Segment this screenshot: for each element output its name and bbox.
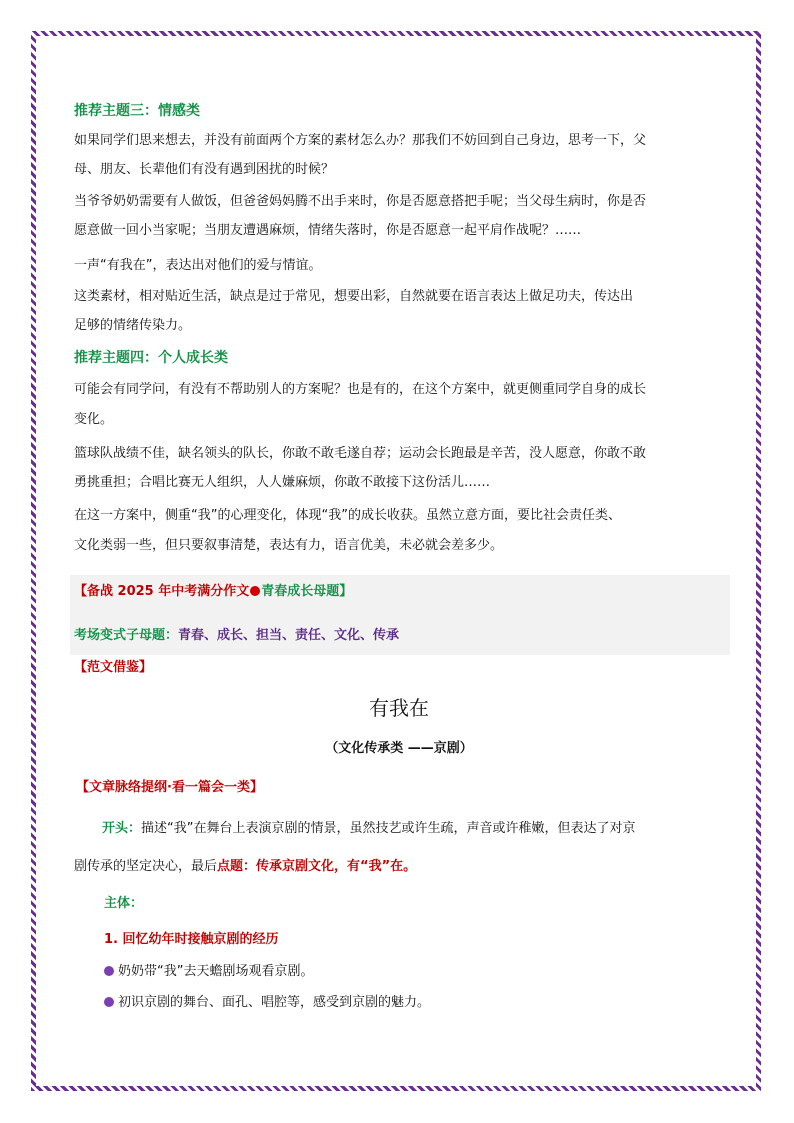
bullet-item bbox=[104, 962, 724, 982]
section3-para2-line1: 当爷爷奶奶需要有人做饭，但爸爸妈妈腾不出手来时，你是否愿意搭把手呢；当父母生病时，你是否 bbox=[74, 194, 647, 209]
bullet-icon bbox=[104, 966, 114, 976]
point-label: 点题： bbox=[217, 859, 257, 874]
opening-line1 bbox=[102, 819, 724, 839]
section4-para2-line2: 勇挑重担；合唱比赛无人组织，人人嫌麻烦，你敢不敢接下这份活儿…… bbox=[74, 475, 491, 490]
opening-text-2: 剧传承的坚定决心，最后 bbox=[74, 859, 218, 874]
banner-title bbox=[74, 582, 724, 602]
point-text: 传承京剧文化，有“我”在。 bbox=[256, 859, 417, 874]
model-essay-label: 【范文借鉴】 bbox=[74, 660, 153, 675]
essay-subtitle: （文化传承类 ——京剧） bbox=[325, 741, 473, 756]
red-dot-icon bbox=[250, 586, 260, 596]
section3-para4-line2: 足够的情绪传染力。 bbox=[74, 318, 192, 333]
opening-text: 描述“我”在舞台上表演京剧的情景，虽然技艺或许生疏，声音或许稚嫩，但表达了对京 bbox=[141, 821, 636, 836]
opening-label: 开头： bbox=[102, 821, 142, 836]
body-label: 主体： bbox=[104, 896, 144, 911]
section3-para3: 一声“有我在”，表达出对他们的爱与情谊。 bbox=[74, 258, 322, 273]
bullet-item bbox=[104, 993, 724, 1013]
subtopics-list: 青春、成长、担当、责任、文化、传承 bbox=[178, 628, 400, 643]
section3-para2-line2: 愿意做一回小当家呢；当朋友遭遇麻烦，情绪失落时，你是否愿意一起平肩作战呢？…… bbox=[74, 223, 582, 238]
body-subheading-1: 1. 回忆幼年时接触京剧的经历 bbox=[104, 932, 279, 947]
banner-subtopics bbox=[74, 626, 724, 646]
opening-line2 bbox=[74, 857, 724, 877]
bullet-text: 奶奶带“我”去天蟾剧场观看京剧。 bbox=[118, 964, 314, 979]
banner-title-part2: 青春成长母题】 bbox=[261, 584, 353, 599]
section4-para1-line1: 可能会有同学问，有没有不帮助别人的方案呢？也是有的，在这个方案中，就更侧重同学自身的成长 bbox=[74, 382, 647, 397]
bullet-icon bbox=[104, 997, 114, 1007]
essay-title: 有我在 bbox=[369, 696, 429, 720]
subtopics-label: 考场变式子母题： bbox=[74, 628, 179, 643]
section3-para1-line1: 如果同学们思来想去，并没有前面两个方案的素材怎么办？那我们不妨回到自己身边，思考一下，父 bbox=[74, 133, 647, 148]
section3-para4-line1: 这类素材，相对贴近生活，缺点是过于常见，想要出彩，自然就要在语言表达上做足功夫，传达出 bbox=[74, 289, 634, 304]
outline-label: 【文章脉络提纲·看一篇会一类】 bbox=[76, 780, 263, 795]
section4-para2-line1: 篮球队战绩不佳，缺名领头的队长，你敢不敢毛遂自荐；运动会长跑最是辛苦，没人愿意，你敢不敢 bbox=[74, 446, 647, 461]
section4-para3-line2: 文化类弱一些，但只要叙事清楚，表达有力，语言优美，未必就会差多少。 bbox=[74, 538, 504, 553]
section4-heading: 推荐主题四：个人成长类 bbox=[74, 350, 228, 366]
bullet-text: 初识京剧的舞台、面孔、唱腔等，感受到京剧的魅力。 bbox=[118, 995, 431, 1010]
section4-para1-line2: 变化。 bbox=[74, 412, 114, 427]
banner-title-part1: 【备战 2025 年中考满分作文 bbox=[74, 584, 250, 599]
section3-para1-line2: 母、朋友、长辈他们有没有遇到困扰的时候？ bbox=[74, 162, 335, 177]
section3-heading: 推荐主题三：情感类 bbox=[74, 103, 200, 119]
section4-para3-line1: 在这一方案中，侧重“我”的心理变化，体现“我”的成长收获。虽然立意方面，要比社会责任类、 bbox=[74, 508, 621, 523]
